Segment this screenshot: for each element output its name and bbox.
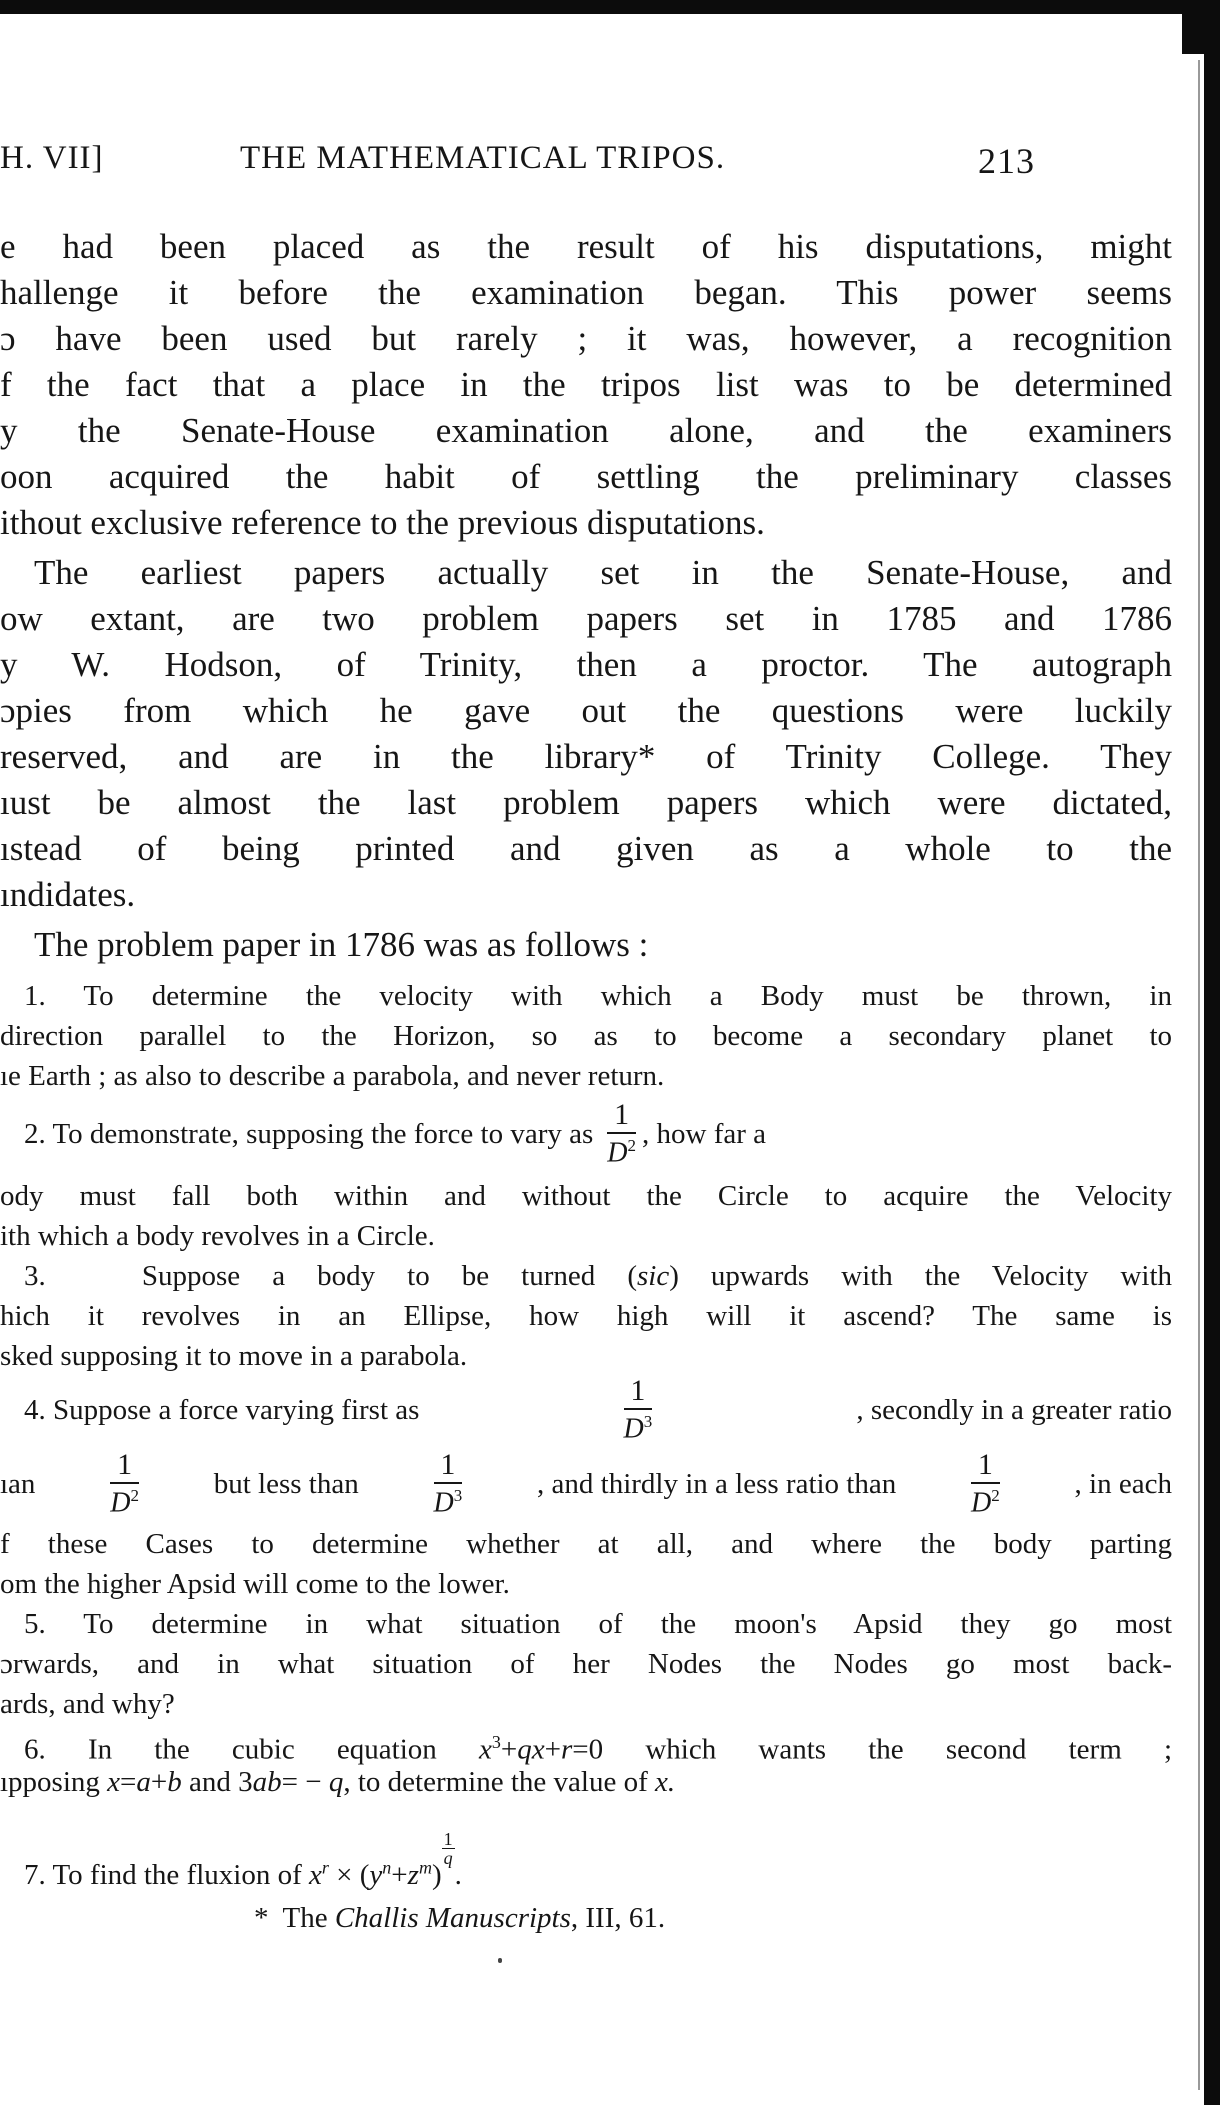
text-line: ındidates. (0, 875, 136, 914)
text-span: which wants the second term ; (645, 1733, 1173, 1766)
text-span: but less than (213, 1468, 359, 1500)
text-line: 6. In the cubic equation $x^3+qx+r=0$ which wants the second term ; (24, 1732, 1173, 1766)
text-line: y the Senate-House examination alone, and the examiners (0, 411, 1172, 450)
denominator-d: D (971, 1487, 992, 1519)
text-line: y W. Hodson, of Trinity, then a proctor. The autograph (0, 645, 1172, 684)
text-line: om the higher Apsid will come to the lower. (0, 1568, 510, 1600)
footnote (254, 1898, 1172, 1938)
text-span: , how far a (642, 1117, 767, 1150)
text-span: , to determine the value of (343, 1766, 648, 1798)
text-line: ıust be almost the last problem papers which were dictated, (0, 783, 1172, 822)
fraction-1-over-d3 (434, 1450, 463, 1517)
text-line: ith which a body revolves in a Circle. (0, 1220, 435, 1252)
text-span: ıpposing (0, 1766, 100, 1798)
text-span: , in each (1074, 1468, 1172, 1500)
chapter-label: H. VII] (0, 140, 104, 176)
text-line: ɔpies from which he gave out the questions were luckily (0, 691, 1172, 730)
denominator-d: D (110, 1487, 131, 1519)
text-line: ɔ have been used but rarely ; it was, however, a recognition (0, 319, 1172, 358)
text-line: oon acquired the habit of settling the preliminary classes (0, 457, 1172, 496)
text-line: 5. To determine in what situation of the moon's Apsid they go most (24, 1608, 1172, 1640)
scan-right-edge (1204, 0, 1220, 2105)
fraction-numerator: 1 (607, 1100, 636, 1134)
text-line: 3. Suppose a body to be turned (sic) upwards with the Velocity with (24, 1260, 1172, 1292)
text-span: and (189, 1766, 231, 1798)
text-span: ıan (0, 1468, 36, 1500)
page-number: 213 (978, 141, 1035, 181)
fraction-numerator: 1 (110, 1450, 139, 1484)
fraction-1-over-d2 (971, 1450, 1000, 1517)
text-line: The earliest papers actually set in the Senate-House, and (34, 553, 1172, 592)
text-line: ıstead of being printed and given as a whole to the (0, 829, 1172, 868)
text-line: sked supposing it to move in a parabola. (0, 1340, 468, 1372)
ink-speck (498, 1958, 502, 1963)
text-line: 1. To determine the velocity with which a Body must be thrown, in (24, 980, 1172, 1012)
fraction-denominator: $D^2$ (110, 1486, 139, 1519)
text-span: , secondly in a greater ratio (856, 1394, 1172, 1426)
fraction-denominator: $D^3$ (623, 1412, 653, 1445)
text-span: 6. In the cubic equation (24, 1733, 437, 1766)
text-line: reserved, and are in the library* of Trinity College. They (0, 737, 1172, 776)
denominator-d: D (607, 1137, 628, 1169)
text-span: , and thirdly in a less ratio than (537, 1468, 897, 1500)
text-line: ıe Earth ; as also to describe a parabola, and never return. (0, 1060, 665, 1092)
text-line: f the fact that a place in the tripos list was to be determined (0, 365, 1172, 404)
fraction-numerator: 1 (971, 1450, 1000, 1484)
text-line: 7. To find the fluxion of $x^r \times (y^n+z^m)$ $\frac{1}{q}$ . (24, 1829, 462, 1891)
footnote-mark: * (254, 1902, 269, 1934)
fraction-denominator: $D^3$ (433, 1486, 463, 1519)
text-line: ɔrwards, and in what situation of her Nodes the Nodes go most back- (0, 1648, 1172, 1680)
fraction-denominator: $D^2$ (971, 1486, 1000, 1519)
fraction-denominator: $D^2$ (607, 1136, 636, 1169)
text-span: 2. To demonstrate, supposing the force to vary as (24, 1117, 594, 1150)
text-line: hich it revolves in an Ellipse, how high will it ascend? The same is (0, 1300, 1172, 1332)
denominator-d: D (433, 1487, 454, 1519)
text-span: . (454, 1859, 462, 1891)
text-line: ow extant, are two problem papers set in 1785 and 1786 (0, 599, 1172, 638)
text-span: 7. To find the fluxion of (24, 1859, 302, 1891)
text-line: ithout exclusive reference to the previous disputations. (0, 503, 765, 542)
text-span: The (282, 1902, 328, 1934)
fraction-1-over-d2 (110, 1450, 139, 1517)
fraction-numerator: 1 (624, 1376, 653, 1410)
fraction-numerator: 1 (434, 1450, 463, 1484)
running-title: THE MATHEMATICAL TRIPOS. (240, 140, 726, 176)
text-line: e had been placed as the result of his disputations, might (0, 227, 1172, 266)
text-line: direction parallel to the Horizon, so as to become a secondary planet to (0, 1020, 1172, 1052)
exponent-fraction: $\frac{1}{q}$ (443, 1829, 453, 1868)
text-line: ıpposing x=a+b and 3ab= − q, to determine the value of x. (0, 1766, 676, 1798)
text-line: ards, and why? (0, 1688, 175, 1720)
scan-top-edge (0, 0, 1220, 14)
footnote-title: Challis Manuscripts (334, 1902, 571, 1934)
scan-corner-shadow (1182, 14, 1204, 54)
paragraph-3: The problem paper in 1786 was as follows : (34, 925, 649, 964)
text-line: f these Cases to determine whether at all, and where the body parting (0, 1528, 1172, 1560)
page-edge-line (1198, 60, 1200, 2090)
problem-4-second-line (0, 1450, 1172, 1518)
text-span: 4. Suppose a force varying first as (24, 1394, 420, 1426)
text-span: , III, 61. (570, 1902, 666, 1934)
text-line: ody must fall both within and without the Circle to acquire the Velocity (0, 1180, 1172, 1212)
text-line: hallenge it before the examination began. This power seems (0, 273, 1172, 312)
denominator-d: D (623, 1413, 644, 1445)
fraction-1-over-d3 (624, 1376, 653, 1443)
problem-2-first-line (24, 1100, 1172, 1168)
text-span: x. (654, 1766, 676, 1798)
problem-4-first-line (24, 1376, 1172, 1444)
fraction-1-over-d2 (607, 1100, 636, 1167)
